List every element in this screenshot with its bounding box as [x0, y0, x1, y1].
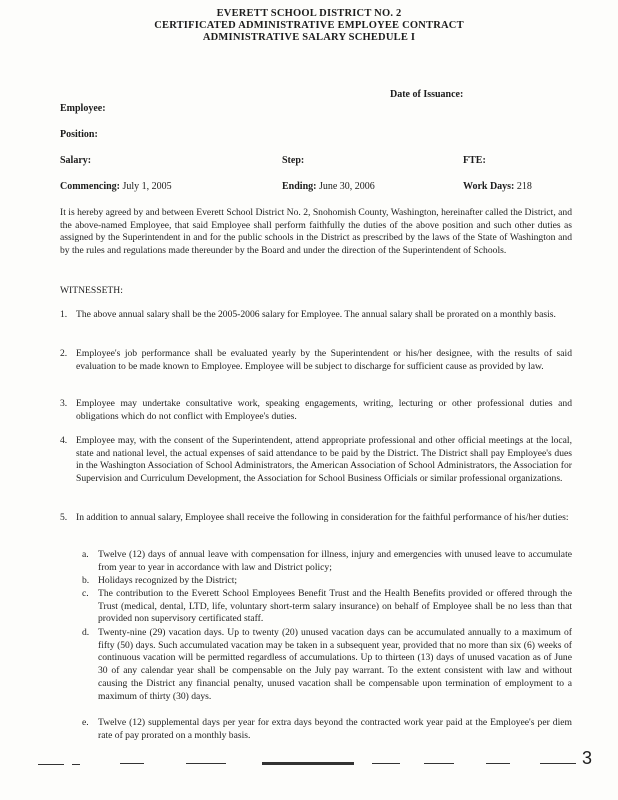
sub-item-letter: a.: [82, 549, 89, 560]
work-days-label: Work Days:: [463, 181, 515, 192]
footer-scan-marks: [0, 752, 618, 792]
ending-value: June 30, 2006: [318, 181, 375, 192]
witnesseth-heading: WITNESSETH:: [60, 285, 123, 296]
item-number: 2.: [60, 348, 68, 359]
header-district: EVERETT SCHOOL DISTRICT NO. 2: [216, 8, 402, 19]
item-text: The above annual salary shall be the 2005-2006 salary for Employee. The annual salary shall be prorated on a monthly basis.: [76, 309, 556, 320]
footer-mark: [186, 763, 226, 764]
work-days-field: [463, 181, 532, 193]
footer-mark: [38, 764, 64, 765]
intro-paragraph: It is hereby agreed by and between Everett School District No. 2, Snohomish County, Washington, hereinafter called the District, and the above-named Employee, that said Employee shall perform faithfully the duties of the above position and such other duties as assigned by the Superintendent in and for the public schools in the District as prescribed by the laws of the State of Washington and by the rules and regulations made thereunder by the Board and under the direction of the Superintendent of Schools.: [60, 207, 572, 257]
item-number: 3.: [60, 398, 68, 409]
commencing-label: Commencing:: [60, 181, 120, 192]
list-item: [60, 512, 572, 525]
commencing-field: [60, 181, 172, 193]
position-label: Position:: [60, 129, 98, 140]
header-contract-title: CERTIFICATED ADMINISTRATIVE EMPLOYEE CONTRACT: [154, 20, 464, 31]
footer-mark: [120, 763, 144, 764]
sub-item-letter: e.: [82, 717, 89, 728]
work-days-value: 218: [516, 181, 532, 192]
page-number: 3: [582, 748, 593, 768]
sub-item-text: Twenty-nine (29) vacation days. Up to twenty (20) unused vacation days can be accumulated annually to a maximum of fifty (50) days. Such accumulated vacation may be taken in a subsequent year, provided that no more than six (6) weeks of continuous vacation will be permitted regardless of accumulations. Up to thirteen (13) days of unused vacation as of June 30 of any calendar year shall be compensable on the July pay warrant. To the extent consistent with law and without causing the District any financial penalty, unused vacation shall be compensable upon termination of employment to a maximum of thirty (30) days.: [98, 627, 572, 702]
sub-item: [82, 549, 572, 574]
fte-label: FTE:: [463, 155, 486, 166]
item-number: 5.: [60, 512, 68, 523]
list-item: [60, 398, 572, 423]
header-salary-schedule: ADMINISTRATIVE SALARY SCHEDULE I: [202, 32, 416, 43]
list-item: [60, 435, 572, 486]
sub-item-text: The contribution to the Everett School Employees Benefit Trust and the Health Benefits provided or offered through the Trust (medical, dental, LTD, life, voluntary short-term salary insurance) on behalf of Employee shall be no less than that provided non supervisory certificated staff.: [98, 588, 572, 625]
footer-mark: [72, 764, 80, 765]
ending-label: Ending:: [282, 181, 317, 192]
sub-item: [82, 575, 572, 588]
sub-item: [82, 588, 572, 626]
item-number: 4.: [60, 435, 68, 446]
sub-item-text: Twelve (12) days of annual leave with compensation for illness, injury and emergencies with unused leave to accumulate from year to year in accordance with law and District policy;: [98, 549, 572, 573]
footer-mark: [262, 762, 354, 765]
footer-mark: [540, 763, 576, 764]
list-item: [60, 309, 572, 322]
sub-item-letter: b.: [82, 575, 90, 586]
ending-field: [282, 181, 375, 193]
commencing-value: July 1, 2005: [122, 181, 172, 192]
sub-item: [82, 627, 572, 703]
sub-item-text: Holidays recognized by the District;: [98, 575, 238, 586]
sub-item-text: Twelve (12) supplemental days per year for extra days beyond the contracted work year paid at the Employee's per diem rate of pay prorated on a monthly basis.: [98, 717, 572, 741]
sub-item-letter: c.: [82, 588, 89, 599]
sub-item: [82, 717, 572, 742]
item-number: 1.: [60, 309, 68, 320]
date-of-issuance-label: Date of Issuance:: [390, 89, 464, 100]
item-text: In addition to annual salary, Employee shall receive the following in consideration for the faithful performance of his/her duties:: [76, 512, 569, 523]
salary-label: Salary:: [60, 155, 92, 166]
employee-label: Employee:: [60, 103, 106, 114]
item-text: Employee's job performance shall be evaluated yearly by the Superintendent or his/her designee, with the results of said evaluation to be made known to Employee. Employee will be subject to discharge for sufficient cause as provided by law.: [76, 348, 572, 372]
footer-mark: [372, 763, 400, 764]
footer-mark: [424, 763, 454, 764]
item-text: Employee may undertake consultative work, speaking engagements, writing, lecturing or other professional duties and obligations which do not conflict with Employee's duties.: [76, 398, 572, 422]
sub-item-letter: d.: [82, 627, 90, 638]
footer-mark: [486, 763, 510, 764]
step-label: Step:: [282, 155, 305, 166]
list-item: [60, 348, 572, 373]
item-text: Employee may, with the consent of the Superintendent, attend appropriate professional and other official meetings at the local, state and national level, the actual expenses of said attendance to be paid by the District. The District shall pay Employee's dues in the Washington Association of School Administrators, the American Association of School Administrators, the Association for Supervision and Curriculum Development, the Association for School Business Officials or similar professional organizations.: [76, 435, 572, 485]
